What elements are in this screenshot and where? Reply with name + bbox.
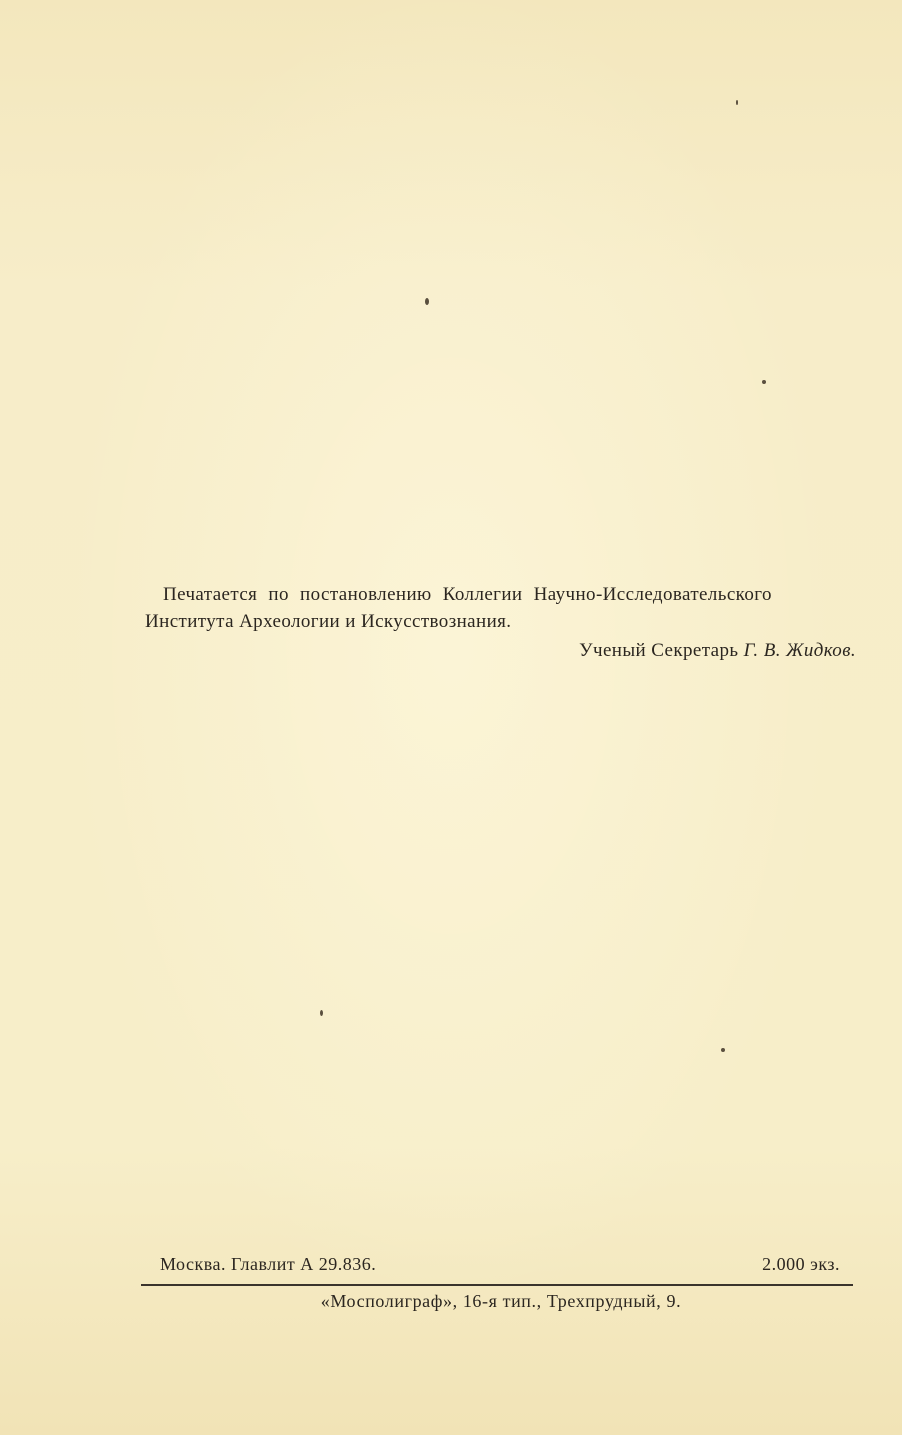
signature-name: Г. В. Жидков. <box>743 640 856 661</box>
colophon-divider <box>141 1284 853 1286</box>
colophon-line <box>160 1254 840 1280</box>
paper-speck <box>762 380 766 384</box>
city-censor-number: Москва. Главлит А 29.836. <box>160 1254 377 1274</box>
signature-role: Ученый Секретарь <box>579 640 739 661</box>
paper-speck <box>736 100 738 105</box>
publication-approval-note <box>145 581 870 664</box>
paper-speck <box>320 1010 323 1016</box>
scientific-secretary-signature <box>145 637 870 664</box>
approval-text-line-2: Института Археологии и Искусствознания. <box>145 611 512 632</box>
paper-speck <box>425 298 429 305</box>
approval-text-line-1: Печатается по постановлению Коллегии Научно-Исследовательского <box>163 584 772 605</box>
paper-speck <box>721 1048 725 1052</box>
printer-info: «Мосполиграф», 16-я тип., Трехпрудный, 9. <box>320 1291 682 1311</box>
print-run: 2.000 экз. <box>762 1254 840 1274</box>
